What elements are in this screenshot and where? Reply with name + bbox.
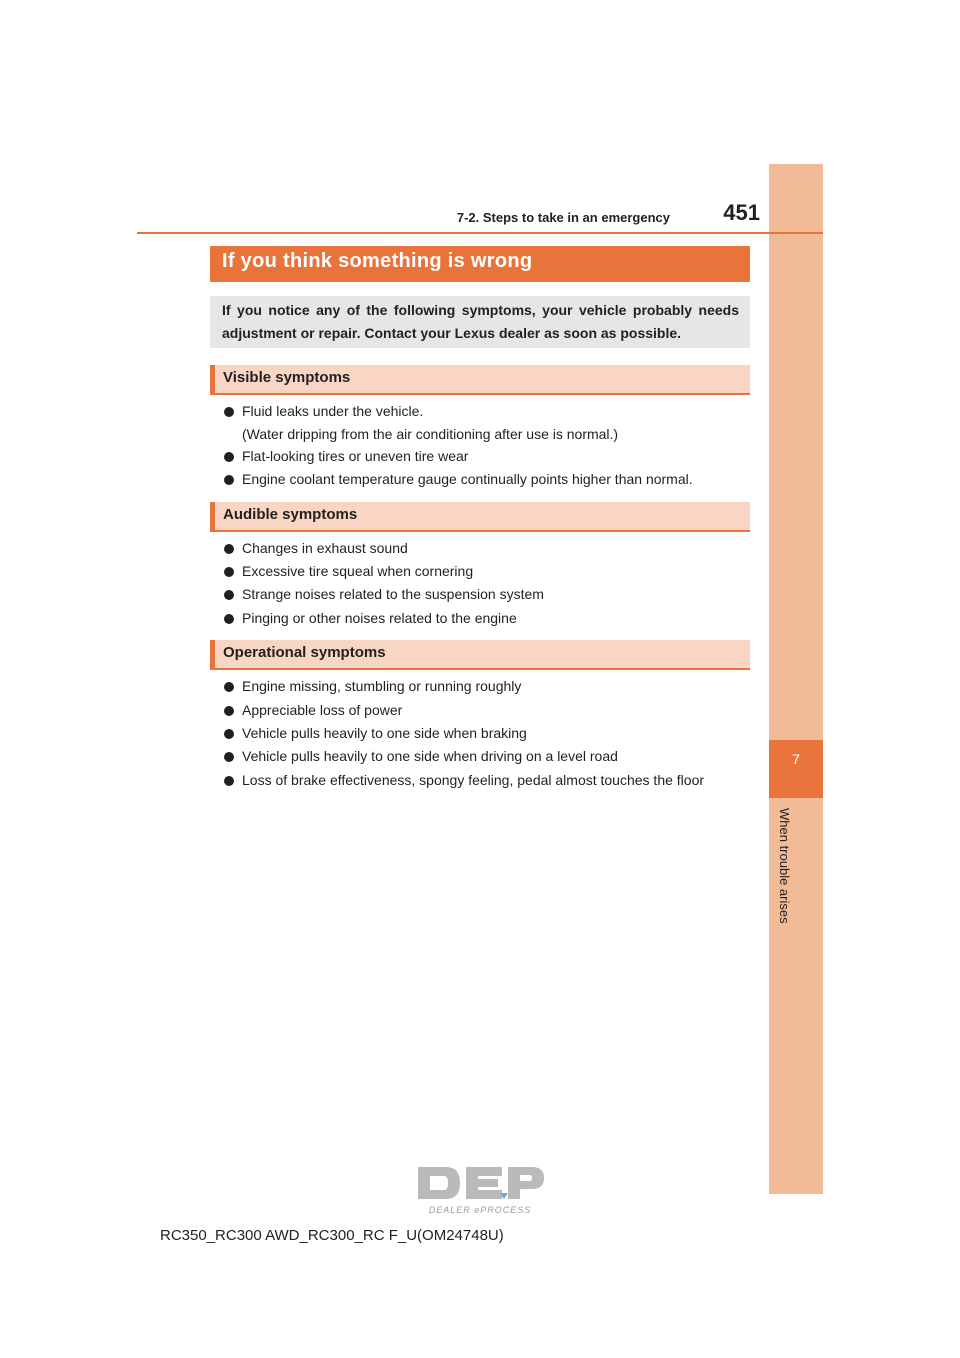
bullet-icon <box>224 452 234 462</box>
bullet-icon <box>224 729 234 739</box>
list-item-text: Fluid leaks under the vehicle. <box>242 403 424 419</box>
bullet-icon <box>224 475 234 485</box>
subheading-label: Operational symptoms <box>223 644 386 661</box>
bullet-icon <box>224 706 234 716</box>
page-number: 451 <box>723 200 760 225</box>
section-header: 7-2. Steps to take in an emergency <box>456 210 670 225</box>
subheading-operational-symptoms <box>210 640 750 670</box>
list-item-text: Loss of brake effectiveness, spongy feeling, pedal almost touches the floor <box>242 772 705 788</box>
page-title: If you think something is wrong <box>222 250 533 272</box>
bullet-icon <box>224 776 234 786</box>
bullet-icon <box>224 614 234 624</box>
list-item-text: Vehicle pulls heavily to one side when braking <box>242 725 527 741</box>
list-item-text: Changes in exhaust sound <box>242 540 408 556</box>
list-item-text: Appreciable loss of power <box>242 702 403 718</box>
subheading-label: Audible symptoms <box>223 506 358 523</box>
subheading-accent-bar <box>210 640 215 668</box>
list-item-text: Engine missing, stumbling or running roughly <box>242 678 522 694</box>
bullet-icon <box>224 544 234 554</box>
subheading-audible-symptoms <box>210 502 750 532</box>
list-item-text: Vehicle pulls heavily to one side when driving on a level road <box>242 748 618 764</box>
list-item-text: Engine coolant temperature gauge continually points higher than normal. <box>242 471 693 487</box>
list-item-continuation: (Water dripping from the air conditioning after use is normal.) <box>242 426 619 442</box>
bullet-icon <box>224 752 234 762</box>
chapter-number-block <box>769 740 823 798</box>
bullet-icon <box>224 682 234 692</box>
footer-model-code: RC350_RC300 AWD_RC300_RC F_U(OM24748U) <box>160 1227 504 1244</box>
list-item-text: Pinging or other noises related to the engine <box>242 610 517 626</box>
subheading-visible-symptoms <box>210 365 750 395</box>
subheading-label: Visible symptoms <box>223 369 351 386</box>
bullet-icon <box>224 590 234 600</box>
list-item-text: Excessive tire squeal when cornering <box>242 563 474 579</box>
chapter-side-tab <box>769 164 823 1194</box>
chapter-label: When trouble arises <box>777 808 792 924</box>
bullet-icon <box>224 567 234 577</box>
list-item-text: Flat-looking tires or uneven tire wear <box>242 448 469 464</box>
list-item-text: Strange noises related to the suspension system <box>242 586 544 602</box>
chapter-number: 7 <box>792 751 800 767</box>
intro-box: If you notice any of the following symptoms, your vehicle probably needs adjustment or repair. Contact your Lexus dealer as soon as possible. <box>210 296 750 348</box>
subheading-accent-bar <box>210 502 215 530</box>
logo-tagline: DEALER ePROCESS <box>428 1205 532 1215</box>
dealer-eprocess-logo <box>412 1163 548 1217</box>
bullet-icon <box>224 407 234 417</box>
subheading-accent-bar <box>210 365 215 393</box>
header-rule <box>137 232 823 234</box>
